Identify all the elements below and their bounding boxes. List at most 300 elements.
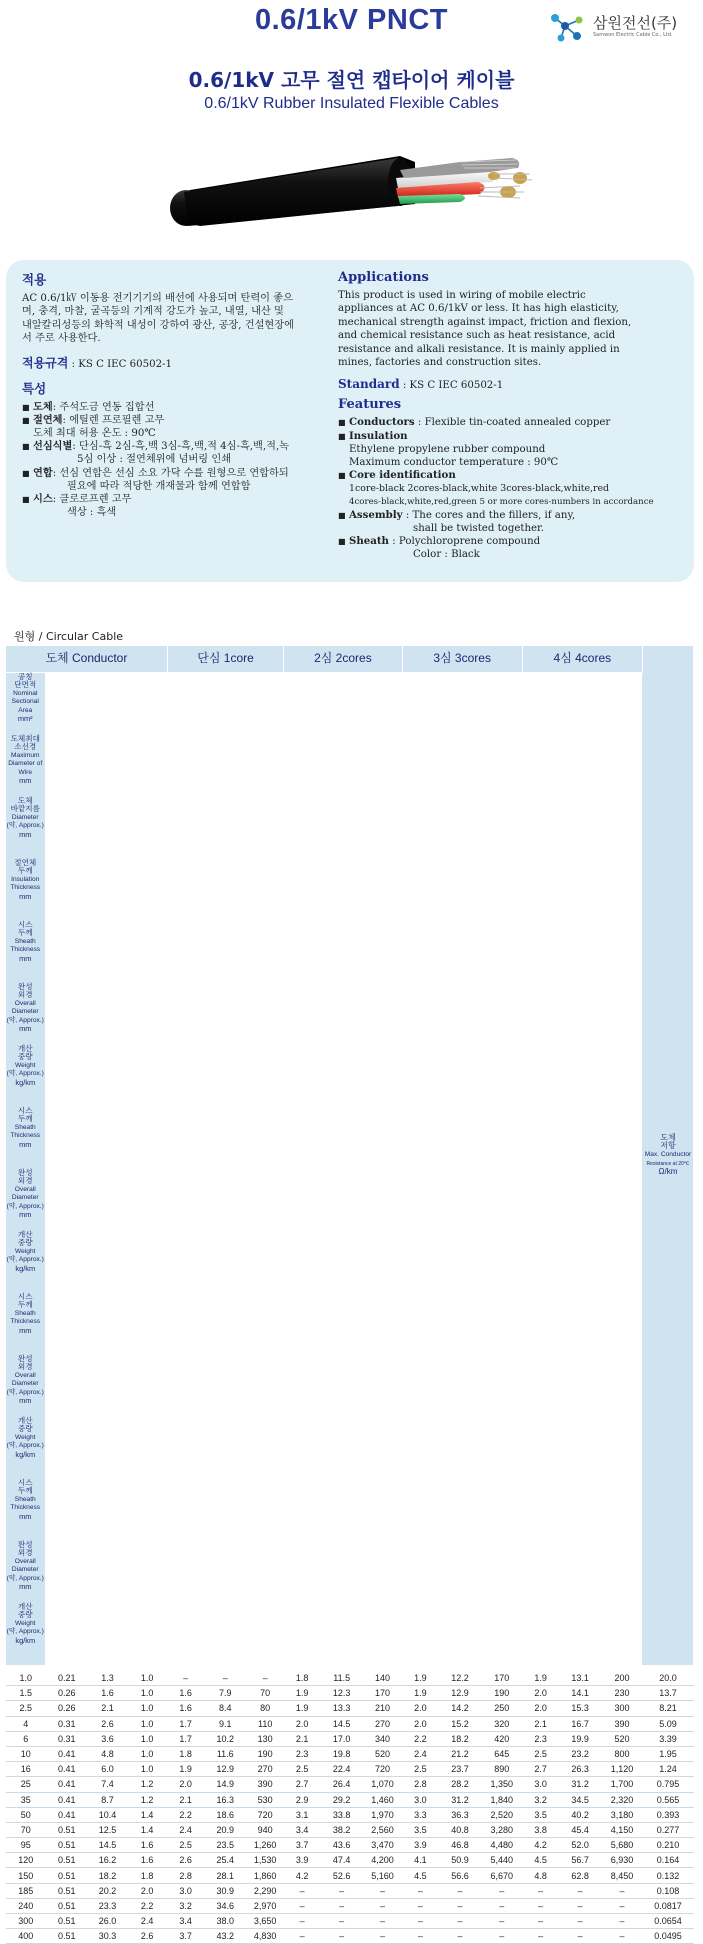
- column-header: [6, 983, 46, 1045]
- table-cell: –: [439, 1929, 482, 1944]
- header-line: Overall Diameter: [11, 1557, 39, 1574]
- table-cell: 6: [6, 1731, 46, 1746]
- table-cell: 8.7: [88, 1792, 127, 1807]
- table-cell: 2.1: [284, 1731, 321, 1746]
- header-line: mm: [19, 953, 32, 963]
- table-cell: 2.0: [127, 1883, 167, 1898]
- header-line: mm: [19, 1582, 32, 1592]
- header-line: Weight: [15, 1619, 36, 1627]
- table-cell: 2.3: [284, 1746, 321, 1761]
- column-header: [6, 735, 46, 797]
- table-cell: 4,480: [481, 1838, 522, 1853]
- table-cell: –: [559, 1883, 602, 1898]
- header-line: 중량: [17, 1052, 33, 1062]
- standard-label-ko: 적용규격: [22, 355, 69, 370]
- description-english: [338, 270, 688, 562]
- table-cell: 18.2: [88, 1868, 127, 1883]
- table-cell: 28.2: [439, 1777, 482, 1792]
- header-line: Insulation: [11, 875, 40, 883]
- table-cell: –: [439, 1883, 482, 1898]
- table-cell: 190: [247, 1746, 284, 1761]
- table-cell: 34.5: [559, 1792, 602, 1807]
- table-cell: –: [522, 1929, 559, 1944]
- header-line: mm: [19, 776, 32, 786]
- table-cell: 1.2: [127, 1777, 167, 1792]
- table-cell: 0.41: [46, 1762, 89, 1777]
- table-cell: 1,350: [481, 1777, 522, 1792]
- header-line: 두께: [17, 1486, 33, 1496]
- header-line: 완성: [17, 981, 33, 991]
- table-cell: 4.2: [284, 1868, 321, 1883]
- column-header: [6, 1603, 46, 1665]
- table-row: [6, 1807, 694, 1822]
- table-cell: 1.9: [402, 1671, 439, 1686]
- table-cell: 2.1: [167, 1792, 204, 1807]
- company-name-en: Samwon Electric Cable Co., Ltd.: [593, 32, 673, 38]
- table-cell: 2.3: [522, 1731, 559, 1746]
- header-line: (약, Approx.): [6, 1442, 44, 1450]
- feature-label: Core identification: [349, 469, 456, 482]
- header-line: 저항: [660, 1141, 676, 1151]
- table-cell: 1.95: [642, 1746, 693, 1761]
- header-line: kg/km: [15, 1449, 36, 1459]
- feature-text: : 단심-흑 2심-흑,백 3심-흑,백,적 4심-흑,백,적,녹: [72, 441, 290, 453]
- table-cell: 2.7: [284, 1777, 321, 1792]
- header-line: Weight: [15, 1061, 36, 1069]
- table-cell: 1.0: [127, 1731, 167, 1746]
- table-cell: 2.0: [167, 1777, 204, 1792]
- header-line: (약, Approx.): [6, 1202, 44, 1210]
- table-cell: 1.6: [88, 1686, 127, 1701]
- header-line: 시스: [17, 1477, 33, 1487]
- feature-text-line2: 5심 이상 : 절연체위에 넘버링 인쇄: [77, 454, 232, 466]
- table-cell: 16.7: [559, 1716, 602, 1731]
- table-label: 원형 / Circular Cable: [14, 630, 124, 643]
- table-cell: 1.24: [642, 1762, 693, 1777]
- feature-text: : 에틸렌 프로필렌 고무: [62, 414, 165, 426]
- header-line: Sheath: [14, 937, 36, 945]
- header-line: 중량: [17, 1238, 33, 1248]
- page-title: 0.6/1kV PNCT: [255, 4, 448, 36]
- list-item: [22, 414, 332, 440]
- table-cell: 2.4: [127, 1914, 167, 1929]
- table-cell: 26.0: [88, 1914, 127, 1929]
- table-cell: 6,670: [481, 1868, 522, 1883]
- table-cell: 16.3: [204, 1792, 247, 1807]
- table-cell: 1.3: [88, 1671, 127, 1686]
- header-line: Weight: [15, 1247, 36, 1255]
- table-cell: –: [481, 1914, 522, 1929]
- table-cell: –: [320, 1898, 363, 1913]
- table-cell: 1.4: [127, 1807, 167, 1822]
- header-line: mm²: [17, 714, 33, 724]
- header-line: 개산: [17, 1601, 33, 1611]
- header-line: kg/km: [15, 1263, 36, 1273]
- table-cell: 6,930: [601, 1853, 642, 1868]
- table-cell: 30.9: [204, 1883, 247, 1898]
- table-cell: 40.2: [559, 1807, 602, 1822]
- table-cell: 0.565: [642, 1792, 693, 1807]
- table-cell: 20.2: [88, 1883, 127, 1898]
- header-line: Sectional Area: [11, 698, 39, 714]
- table-cell: 120: [6, 1853, 46, 1868]
- feature-text-line2: 4cores-black,white,red,green 5 or more cores-numbers in accordance: [349, 496, 654, 507]
- header-line: Sheath: [14, 1309, 36, 1317]
- list-item: [22, 401, 332, 414]
- table-cell: 1.6: [167, 1701, 204, 1716]
- table-cell: –: [320, 1914, 363, 1929]
- table-cell: –: [204, 1671, 247, 1686]
- table-cell: 9.1: [204, 1716, 247, 1731]
- table-cell: 7.4: [88, 1777, 127, 1792]
- table-cell: 1,530: [247, 1853, 284, 1868]
- table-cell: 13.7: [642, 1686, 693, 1701]
- feature-label: Insulation: [349, 429, 408, 442]
- table-cell: 10.4: [88, 1807, 127, 1822]
- table-cell: 0.51: [46, 1822, 89, 1837]
- header-line: Thickness: [10, 946, 41, 954]
- header-line: (약, Approx.): [6, 1574, 44, 1582]
- header-line: mm: [19, 829, 32, 839]
- table-cell: 43.6: [320, 1838, 363, 1853]
- table-cell: 3.39: [642, 1731, 693, 1746]
- table-cell: 0.51: [46, 1929, 89, 1944]
- table-row: [6, 1838, 694, 1853]
- table-cell: 21.2: [439, 1746, 482, 1761]
- table-cell: 0.164: [642, 1853, 693, 1868]
- list-item: [22, 493, 332, 519]
- table-cell: 3.0: [167, 1883, 204, 1898]
- table-row: [6, 1701, 694, 1716]
- table-cell: 200: [601, 1671, 642, 1686]
- table-cell: 0.0654: [642, 1914, 693, 1929]
- table-cell: 0.41: [46, 1746, 89, 1761]
- table-cell: 11.5: [320, 1671, 363, 1686]
- column-header: [6, 1479, 46, 1541]
- table-cell: –: [559, 1914, 602, 1929]
- table-cell: 190: [481, 1686, 522, 1701]
- table-cell: 0.210: [642, 1838, 693, 1853]
- column-header: [6, 1045, 46, 1107]
- feature-text-line2: Maximum conductor temperature : 90℃: [349, 457, 559, 469]
- header-line: 완성: [17, 1167, 33, 1177]
- table-cell: 1.9: [167, 1762, 204, 1777]
- table-cell: 3,470: [363, 1838, 402, 1853]
- table-cell: 0.0495: [642, 1929, 693, 1944]
- table-cell: 2.0: [522, 1701, 559, 1716]
- header-line: Ω/km: [658, 1167, 678, 1177]
- table-cell: 36.3: [439, 1807, 482, 1822]
- header-line: Sheath: [14, 1123, 36, 1131]
- standard-value-en: : KS C IEC 60502-1: [402, 380, 504, 392]
- column-header: [6, 1169, 46, 1231]
- table-cell: 390: [247, 1777, 284, 1792]
- table-cell: –: [363, 1883, 402, 1898]
- feature-text: Ethylene propylene rubber compound: [349, 443, 546, 455]
- table-cell: 0.51: [46, 1838, 89, 1853]
- table-cell: 8,450: [601, 1868, 642, 1883]
- table-cell: 2.0: [402, 1716, 439, 1731]
- table-body: [6, 1665, 694, 1944]
- table-cell: –: [601, 1898, 642, 1913]
- table-cell: 390: [601, 1716, 642, 1731]
- table-cell: 3.6: [88, 1731, 127, 1746]
- header-line: Overall Diameter: [11, 1185, 39, 1202]
- table-cell: 3,180: [601, 1807, 642, 1822]
- table-row: [6, 1868, 694, 1883]
- table-cell: 1.9: [284, 1701, 321, 1716]
- table-cell: 420: [481, 1731, 522, 1746]
- header-line: Diameter of Wire: [8, 760, 43, 776]
- table-cell: 1.0: [127, 1671, 167, 1686]
- table-cell: 29.2: [320, 1792, 363, 1807]
- table-row: [6, 1792, 694, 1807]
- company-logo: [549, 12, 679, 46]
- header-line: Thickness: [10, 1132, 41, 1140]
- table-cell: –: [284, 1929, 321, 1944]
- header-line: 완성: [17, 1353, 33, 1363]
- table-cell: 270: [247, 1762, 284, 1777]
- cable-illustration: [160, 148, 540, 228]
- feature-text: : 주석도금 연동 집합선: [52, 401, 155, 413]
- table-cell: 15.2: [439, 1716, 482, 1731]
- header-line: 절연체: [14, 857, 37, 867]
- table-cell: 0.51: [46, 1898, 89, 1913]
- feature-label: 시스: [33, 493, 53, 506]
- table-cell: 2.4: [167, 1822, 204, 1837]
- table-cell: 1.0: [6, 1671, 46, 1686]
- header-line: Weight: [15, 1433, 36, 1441]
- table-cell: –: [601, 1914, 642, 1929]
- table-cell: 240: [6, 1898, 46, 1913]
- table-cell: 25.4: [204, 1853, 247, 1868]
- table-cell: 12.2: [439, 1671, 482, 1686]
- header-line: 두께: [17, 866, 33, 876]
- table-cell: 20.0: [642, 1671, 693, 1686]
- table-cell: –: [247, 1671, 284, 1686]
- table-cell: 31.2: [559, 1777, 602, 1792]
- table-cell: 0.26: [46, 1701, 89, 1716]
- table-cell: 3,280: [481, 1822, 522, 1837]
- table-cell: 0.108: [642, 1883, 693, 1898]
- feature-text: : 선심 연합은 선심 소요 가닥 수를 원형으로 연합하되: [52, 467, 289, 479]
- standard-value-ko: : KS C IEC 60502-1: [71, 358, 172, 370]
- table-cell: 23.3: [88, 1898, 127, 1913]
- table-cell: 12.3: [320, 1686, 363, 1701]
- column-header: [6, 673, 46, 735]
- table-cell: 23.2: [559, 1746, 602, 1761]
- table-cell: 38.0: [204, 1914, 247, 1929]
- table-cell: 3.4: [284, 1822, 321, 1837]
- table-cell: 22.4: [320, 1762, 363, 1777]
- table-cell: 1.0: [127, 1746, 167, 1761]
- table-cell: 56.6: [439, 1868, 482, 1883]
- table-row: [6, 1853, 694, 1868]
- table-cell: 25: [6, 1777, 46, 1792]
- company-name-ko: 삼원전선(주): [593, 14, 678, 32]
- table-cell: 210: [363, 1701, 402, 1716]
- header-line: 두께: [17, 1300, 33, 1310]
- applications-text-ko: AC 0.6/1㎸ 이동용 전기기기의 배선에 사용되며 탄력이 좋으며, 충격, 마찰, 굴곡등의 기계적 강도가 높고, 내열, 내산 및 내알칼리성등의 화학적 내성이 강하여 광산, 공장, 건설현장에서 주로 사용한다.: [22, 293, 294, 345]
- header-line: mm: [19, 1325, 32, 1335]
- table-cell: 1.5: [6, 1686, 46, 1701]
- table-cell: 3.9: [402, 1838, 439, 1853]
- table-row: [6, 1898, 694, 1913]
- table-cell: 16.2: [88, 1853, 127, 1868]
- table-cell: 1,860: [247, 1868, 284, 1883]
- table-cell: 0.51: [46, 1883, 89, 1898]
- list-item: [338, 430, 688, 470]
- table-cell: 300: [6, 1914, 46, 1929]
- table-cell: 0.21: [46, 1671, 89, 1686]
- table-cell: 20.9: [204, 1822, 247, 1837]
- table-cell: 4,830: [247, 1929, 284, 1944]
- table-cell: 2.7: [522, 1762, 559, 1777]
- features-list-en: [338, 416, 688, 561]
- table-cell: 2.5: [402, 1762, 439, 1777]
- table-cell: 3.7: [167, 1929, 204, 1944]
- feature-text-line2: 도체 최대 허용 온도 : 90℃: [33, 428, 156, 440]
- table-cell: 8.21: [642, 1701, 693, 1716]
- table-cell: 0.795: [642, 1777, 693, 1792]
- header-line: (약, Approx.): [6, 1256, 44, 1264]
- table-cell: 33.8: [320, 1807, 363, 1822]
- list-item: [22, 467, 332, 493]
- table-cell: 3.5: [522, 1807, 559, 1822]
- feature-text: : 클로로프렌 고무: [52, 494, 132, 506]
- group-4cores: 4심 4cores: [522, 646, 642, 672]
- list-item: [338, 469, 688, 509]
- table-cell: 70: [6, 1822, 46, 1837]
- table-cell: 2,520: [481, 1807, 522, 1822]
- table-cell: 530: [247, 1792, 284, 1807]
- table-cell: –: [363, 1914, 402, 1929]
- table-cell: 2.5: [522, 1746, 559, 1761]
- table-cell: 340: [363, 1731, 402, 1746]
- table-cell: –: [402, 1898, 439, 1913]
- header-line: 외경: [17, 1548, 33, 1558]
- table-cell: 400: [6, 1929, 46, 1944]
- header-line: Thickness: [10, 1504, 41, 1512]
- header-line: 중량: [17, 1610, 33, 1620]
- applications-heading-en: Applications: [338, 270, 429, 285]
- table-cell: 1,840: [481, 1792, 522, 1807]
- table-cell: 14.5: [320, 1716, 363, 1731]
- table-cell: 34.6: [204, 1898, 247, 1913]
- column-header: [6, 1107, 46, 1169]
- table-cell: 1.2: [127, 1792, 167, 1807]
- table-cell: 26.3: [559, 1762, 602, 1777]
- table-row: [6, 1822, 694, 1837]
- table-cell: 10: [6, 1746, 46, 1761]
- header-line: Thickness: [10, 884, 41, 892]
- table-row: [6, 1929, 694, 1944]
- header-line: mm: [19, 891, 32, 901]
- standard-ko: [22, 354, 332, 371]
- table-cell: –: [284, 1914, 321, 1929]
- table-cell: 0.26: [46, 1686, 89, 1701]
- table-cell: 520: [363, 1746, 402, 1761]
- table-cell: 4.5: [522, 1853, 559, 1868]
- header-line: Resistance at 20℃: [646, 1160, 690, 1167]
- table-cell: 645: [481, 1746, 522, 1761]
- table-cell: 720: [363, 1762, 402, 1777]
- table-cell: 250: [481, 1701, 522, 1716]
- table-cell: –: [402, 1914, 439, 1929]
- table-row: [6, 1686, 694, 1701]
- header-line: (약, Approx.): [6, 822, 44, 830]
- header-line: (약, Approx.): [6, 1628, 44, 1636]
- table-cell: 18.6: [204, 1807, 247, 1822]
- table-row: [6, 1671, 694, 1686]
- table-cell: 14.9: [204, 1777, 247, 1792]
- table-cell: –: [481, 1929, 522, 1944]
- table-cell: –: [481, 1898, 522, 1913]
- table-cell: 56.7: [559, 1853, 602, 1868]
- table-cell: 4,200: [363, 1853, 402, 1868]
- table-cell: 3.0: [402, 1792, 439, 1807]
- table-cell: –: [167, 1671, 204, 1686]
- table-cell: 5,160: [363, 1868, 402, 1883]
- feature-text: : Polychloroprene compound: [392, 536, 541, 548]
- table-cell: 23.7: [439, 1762, 482, 1777]
- table-cell: 3.7: [284, 1838, 321, 1853]
- table-cell: 0.51: [46, 1853, 89, 1868]
- table-cell: 3.2: [522, 1792, 559, 1807]
- list-item: [338, 416, 688, 429]
- table-cell: 80: [247, 1701, 284, 1716]
- table-row: [6, 1731, 694, 1746]
- table-cell: 3.4: [167, 1914, 204, 1929]
- table-cell: 3.5: [402, 1822, 439, 1837]
- table-cell: 52.6: [320, 1868, 363, 1883]
- table-cell: 0.51: [46, 1868, 89, 1883]
- feature-text: : The cores and the fillers, if any,: [405, 509, 576, 521]
- table-cell: 62.8: [559, 1868, 602, 1883]
- table-cell: 940: [247, 1822, 284, 1837]
- table-row: [6, 1883, 694, 1898]
- column-header: [6, 921, 46, 983]
- table-cell: 28.1: [204, 1868, 247, 1883]
- header-line: mm: [19, 1396, 32, 1406]
- table-cell: 35: [6, 1792, 46, 1807]
- table-cell: 0.0817: [642, 1898, 693, 1913]
- header-line: 시스: [17, 919, 33, 929]
- column-header: [6, 859, 46, 921]
- header-line: Max. Conductor: [644, 1150, 692, 1158]
- feature-label: 연합: [33, 466, 53, 479]
- table-cell: 2.0: [522, 1686, 559, 1701]
- table-cell: –: [402, 1883, 439, 1898]
- table-cell: –: [601, 1883, 642, 1898]
- header-line: Diameter: [11, 813, 39, 821]
- table-row: [6, 1777, 694, 1792]
- table-cell: 1,070: [363, 1777, 402, 1792]
- table-cell: 2.5: [284, 1762, 321, 1777]
- header-line: 두께: [17, 1114, 33, 1124]
- table-cell: –: [481, 1883, 522, 1898]
- feature-label: Sheath: [349, 535, 389, 548]
- standard-label-en: Standard: [338, 377, 400, 392]
- table-cell: 11.6: [204, 1746, 247, 1761]
- table-cell: 4,150: [601, 1822, 642, 1837]
- table-cell: 0.31: [46, 1716, 89, 1731]
- table-cell: 1.0: [127, 1762, 167, 1777]
- table-cell: 0.51: [46, 1914, 89, 1929]
- title-block: [0, 64, 703, 113]
- table-cell: 46.8: [439, 1838, 482, 1853]
- table-cell: 150: [6, 1868, 46, 1883]
